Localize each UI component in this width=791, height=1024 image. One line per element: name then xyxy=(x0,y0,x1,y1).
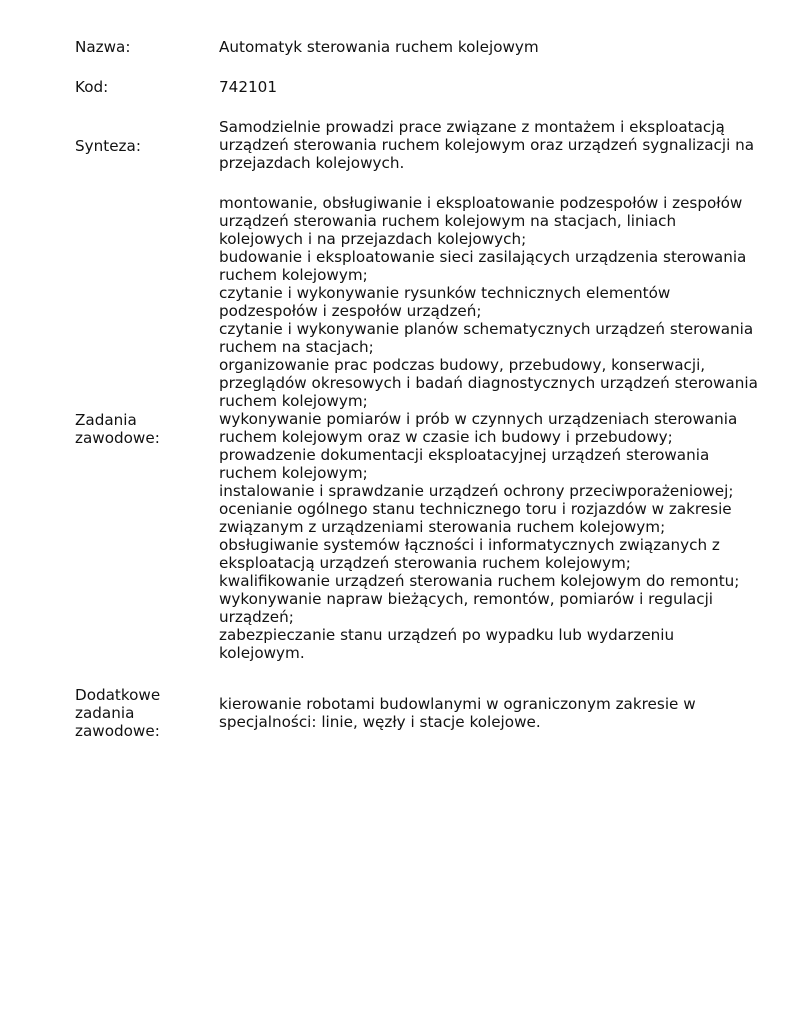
kod-value: 742101 xyxy=(219,78,277,96)
dodatkowe-label: Dodatkowe zadania zawodowe: xyxy=(75,686,161,740)
zadania-item: montowanie, obsługiwanie i eksploatowanie podzespołów i zespołów urządzeń sterowania ruchem kolejowym na stacjach, liniach kolejowych i na przejazdach kolejowych; xyxy=(219,194,743,248)
zadania-list xyxy=(219,194,764,662)
zadania-item: zabezpieczanie stanu urządzeń po wypadku lub wydarzeniu kolejowym. xyxy=(219,626,675,662)
zadania-item: czytanie i wykonywanie planów schematycznych urządzeń sterowania ruchem na stacjach; xyxy=(219,320,754,356)
zadania-item: ocenianie ogólnego stanu technicznego toru i rozjazdów w zakresie związanym z urządzeniami sterowania ruchem kolejowym; xyxy=(219,500,732,536)
zadania-item: organizowanie prac podczas budowy, przebudowy, konserwacji, przeglądów okresowych i badań diagnostycznych urządzeń sterowania ruchem kolejowym; xyxy=(219,356,758,410)
zadania-item: wykonywanie napraw bieżących, remontów, pomiarów i regulacji urządzeń; xyxy=(219,590,714,626)
zadania-item: obsługiwanie systemów łączności i informatycznych związanych z eksploatacją urządzeń sterowania ruchem kolejowym; xyxy=(219,536,720,572)
zadania-item: instalowanie i sprawdzanie urządzeń ochrony przeciwporażeniowej; xyxy=(219,482,734,500)
zadania-item: czytanie i wykonywanie rysunków technicznych elementów podzespołów i zespołów urządzeń; xyxy=(219,284,671,320)
synteza-label: Synteza: xyxy=(75,137,141,155)
nazwa-value: Automatyk sterowania ruchem kolejowym xyxy=(219,38,539,56)
synteza-value: Samodzielnie prowadzi prace związane z montażem i eksploatacją urządzeń sterowania ruchem kolejowym oraz urządzeń sygnalizacji na przejazdach kolejowych. xyxy=(219,118,755,172)
zadania-item: budowanie i eksploatowanie sieci zasilających urządzenia sterowania ruchem kolejowym; xyxy=(219,248,747,284)
nazwa-label: Nazwa: xyxy=(75,38,131,56)
dodatkowe-value: kierowanie robotami budowlanymi w ograniczonym zakresie w specjalności: linie, węzły i stacje kolejowe. xyxy=(219,695,696,731)
zadania-item: prowadzenie dokumentacji eksploatacyjnej urządzeń sterowania ruchem kolejowym; xyxy=(219,446,710,482)
zadania-item: kwalifikowanie urządzeń sterowania ruchem kolejowym do remontu; xyxy=(219,572,740,590)
kod-label: Kod: xyxy=(75,78,109,96)
zadania-item: wykonywanie pomiarów i prób w czynnych urządzeniach sterowania ruchem kolejowym oraz w czasie ich budowy i przebudowy; xyxy=(219,410,738,446)
zadania-label: Zadania zawodowe: xyxy=(75,411,160,447)
